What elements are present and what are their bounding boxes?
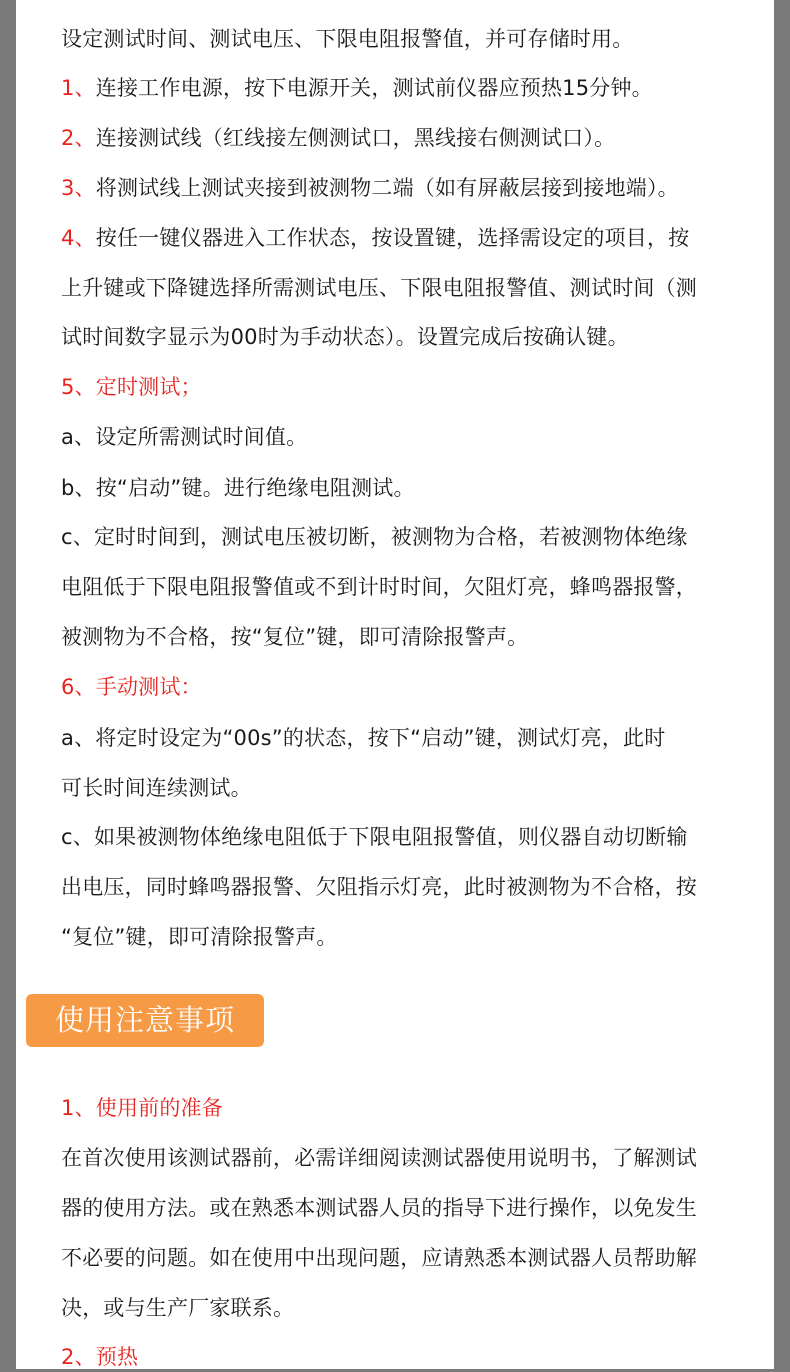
step-3-number: 3、 [61,176,96,200]
step-4-number: 4、 [61,226,96,250]
step-5-a: a、设定所需测试时间值。 [61,425,308,449]
note-1-line-4: 决，或与生产厂家联系。 [61,1296,295,1320]
step-1-text: 连接工作电源，按下电源开关，测试前仪器应预热15分钟。 [95,76,653,100]
step-4-line-3: 试时间数字显示为00时为手动状态）。设置完成后按确认键。 [61,325,629,349]
step-6-heading: 6、手动测试： [61,675,202,699]
step-6-c-line-3: “复位”键，即可清除报警声。 [61,925,338,949]
step-6-a-line-1: a、将定时设定为“00s”的状态，按下“启动”键，测试灯亮，此时 [61,726,666,750]
step-5-c-line-3: 被测物为不合格，按“复位”键，即可清除报警声。 [61,625,529,649]
note-1-line-1: 在首次使用该测试器前，必需详细阅读测试器使用说明书，了解测试 [61,1146,697,1170]
step-1 [61,73,653,103]
step-6-c-line-1: c、如果被测物体绝缘电阻低于下限电阻报警值，则仪器自动切断输 [61,825,688,849]
step-5-heading: 5、定时测试； [61,375,202,399]
note-1-heading: 1、使用前的准备 [61,1096,223,1120]
step-5-c-line-1: c、定时时间到，测试电压被切断，被测物为合格，若被测物体绝缘 [61,525,688,549]
note-1-line-3: 不必要的问题。如在使用中出现问题，应请熟悉本测试器人员帮助解 [61,1246,697,1270]
intro-text: 设定测试时间、测试电压、下限电阻报警值，并可存储时用。 [61,27,634,51]
document-page [16,0,774,1369]
step-4-line-1: 按任一键仪器进入工作状态，按设置键，选择需设定的项目，按 [95,226,690,250]
step-2-text: 连接测试线（红线接左侧测试口，黑线接右侧测试口）。 [95,126,616,150]
step-5-b: b、按“启动”键。进行绝缘电阻测试。 [61,476,415,500]
step-4-line-2: 上升键或下降键选择所需测试电压、下限电阻报警值、测试时间（测 [61,276,697,300]
step-6-c-line-2: 出电压，同时蜂鸣器报警、欠阻指示灯亮，此时被测物为不合格，按 [61,875,697,899]
step-6-a-line-2: 可长时间连续测试。 [61,776,252,800]
step-1-number: 1、 [61,76,96,100]
step-3-text: 将测试线上测试夹接到被测物二端（如有屏蔽层接到接地端）。 [95,176,679,200]
step-2 [61,123,615,153]
note-2-heading: 2、预热 [61,1345,139,1369]
section-title-badge: 使用注意事项 [26,994,264,1047]
note-1-line-2: 器的使用方法。或在熟悉本测试器人员的指导下进行操作，以免发生 [61,1196,697,1220]
step-3 [61,173,679,203]
step-2-number: 2、 [61,126,96,150]
step-5-c-line-2: 电阻低于下限电阻报警值或不到计时时间，欠阻灯亮，蜂鸣器报警， [61,575,697,599]
step-4 [61,223,689,253]
